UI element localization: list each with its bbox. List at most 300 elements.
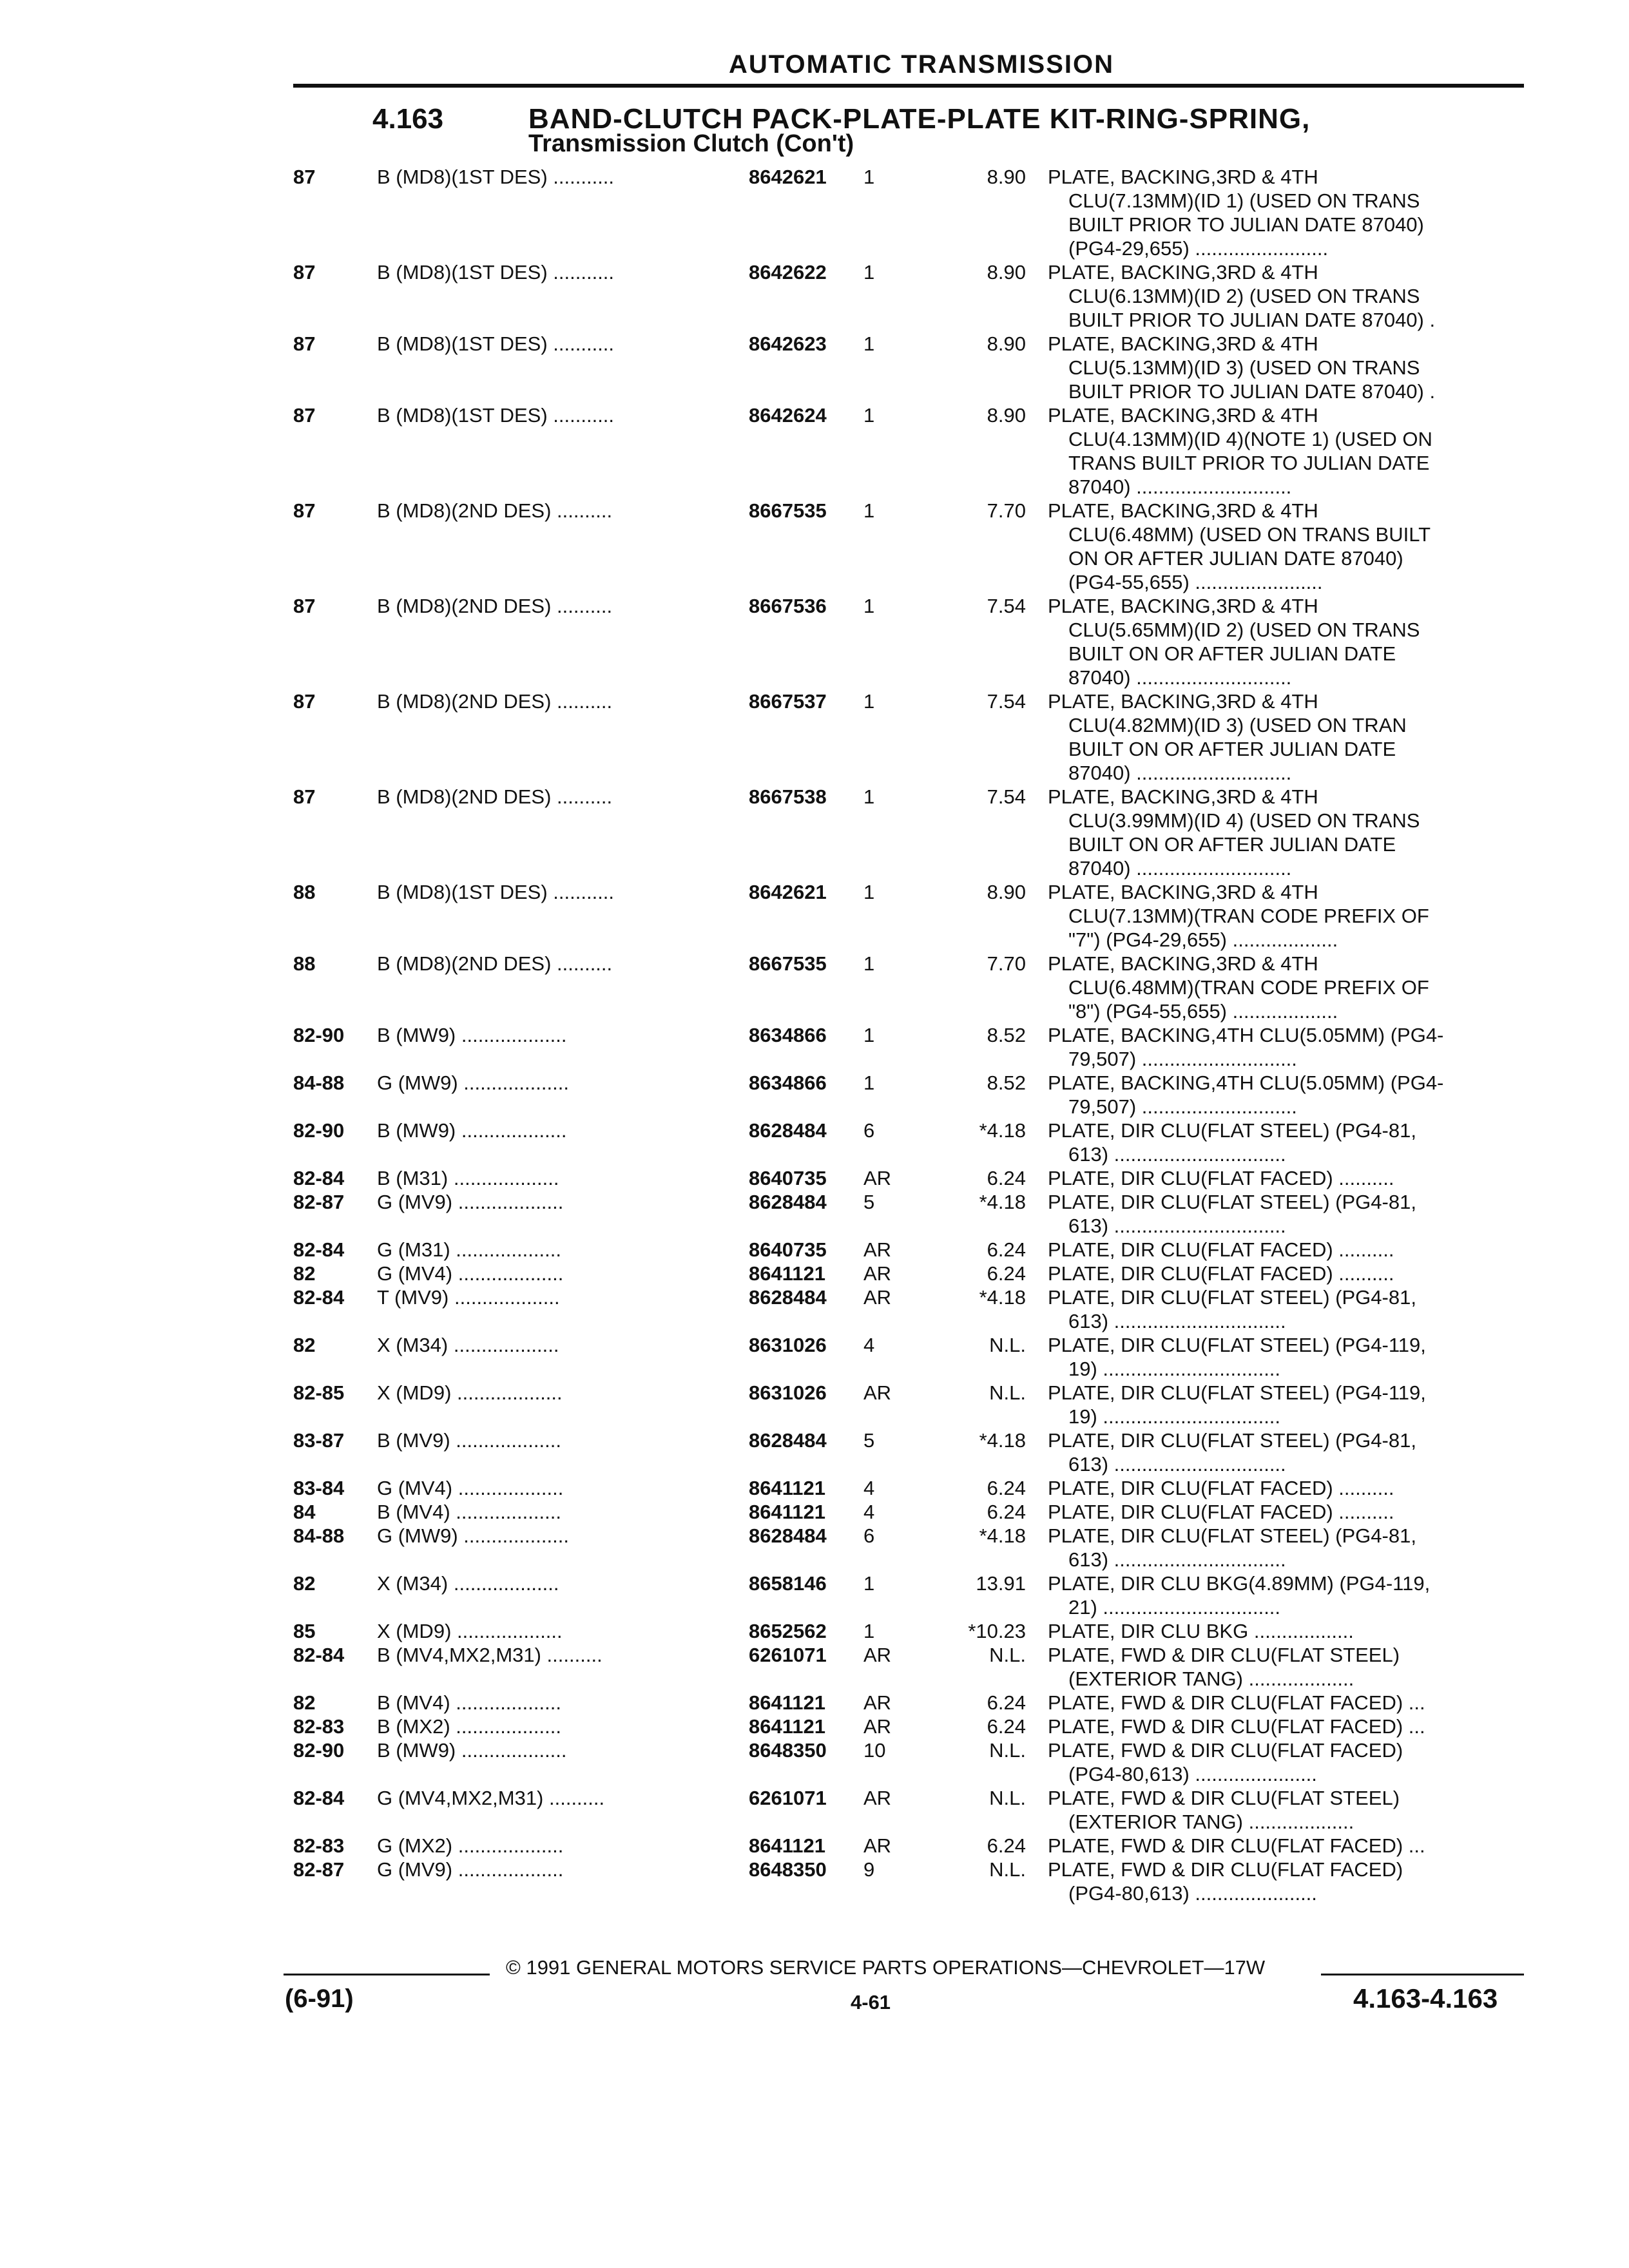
description-line: BUILT ON OR AFTER JULIAN DATE (1068, 642, 1396, 665)
model-year: 88 (293, 881, 316, 903)
quantity: 1 (863, 499, 875, 522)
vehicle-model: X (M34) ................... (377, 1572, 559, 1595)
description-line: 79,507) ............................ (1068, 1095, 1297, 1118)
vehicle-model: B (MD8)(2ND DES) .......... (377, 785, 613, 808)
part-description (1048, 785, 1515, 880)
price: 6.24 (987, 1715, 1026, 1738)
description-line: CLU(7.13MM)(ID 1) (USED ON TRANS (1068, 189, 1420, 212)
description-line: 87040) ............................ (1068, 857, 1292, 879)
description-line: CLU(3.99MM)(ID 4) (USED ON TRANS (1068, 809, 1420, 832)
model-year: 82-83 (293, 1834, 345, 1857)
table-row (0, 332, 1629, 403)
model-year: 87 (293, 166, 316, 188)
price: 8.90 (987, 404, 1026, 427)
price: 8.90 (987, 166, 1026, 188)
table-row (0, 1381, 1629, 1428)
part-number: 8641121 (749, 1477, 825, 1499)
description-line: PLATE, DIR CLU(FLAT FACED) .......... (1048, 1477, 1394, 1499)
model-year: 82-85 (293, 1381, 345, 1404)
description-line: PLATE, DIR CLU(FLAT FACED) .......... (1048, 1501, 1394, 1523)
model-year: 82 (293, 1262, 316, 1285)
table-row (0, 1834, 1629, 1858)
part-description (1048, 403, 1515, 499)
part-number: 8628484 (749, 1191, 827, 1213)
part-number: 8667536 (749, 595, 827, 617)
price: N.L. (989, 1787, 1026, 1809)
quantity: AR (863, 1286, 892, 1309)
part-number: 8642621 (749, 881, 827, 903)
table-row (0, 1738, 1629, 1786)
quantity: 1 (863, 1024, 875, 1046)
section-subtitle: Transmission Clutch (Con't) (528, 130, 854, 157)
description-line: 613) ............................... (1068, 1143, 1286, 1166)
vehicle-model: B (MD8)(1ST DES) ........... (377, 261, 615, 284)
table-row (0, 1285, 1629, 1333)
part-description (1048, 1524, 1515, 1571)
description-line: (PG4-55,655) ....................... (1068, 571, 1323, 593)
quantity: AR (863, 1834, 892, 1857)
price: 6.24 (987, 1262, 1026, 1285)
quantity: AR (863, 1262, 892, 1285)
vehicle-model: B (MW9) ................... (377, 1024, 567, 1046)
description-line: PLATE, DIR CLU(FLAT FACED) .......... (1048, 1238, 1394, 1261)
description-line: CLU(6.13MM)(ID 2) (USED ON TRANS (1068, 285, 1420, 307)
vehicle-model: B (M31) ................... (377, 1167, 559, 1189)
description-line: PLATE, FWD & DIR CLU(FLAT STEEL) (1048, 1644, 1400, 1666)
part-description (1048, 1071, 1515, 1119)
part-number: 8642623 (749, 332, 827, 355)
part-description (1048, 499, 1515, 594)
model-year: 82 (293, 1334, 316, 1356)
vehicle-model: B (MD8)(1ST DES) ........... (377, 881, 615, 903)
section-title: BAND-CLUTCH PACK-PLATE-PLATE KIT-RING-SPRING, (528, 103, 1311, 135)
description-line: PLATE, DIR CLU(FLAT STEEL) (PG4-81, (1048, 1119, 1416, 1142)
price: 6.24 (987, 1501, 1026, 1523)
part-number: 8667538 (749, 785, 827, 808)
model-year: 88 (293, 952, 316, 975)
part-description (1048, 1333, 1515, 1381)
vehicle-model: B (MV4) ................... (377, 1501, 561, 1523)
quantity: AR (863, 1381, 892, 1404)
vehicle-model: G (MV9) ................... (377, 1191, 564, 1213)
quantity: 1 (863, 261, 875, 284)
part-number: 8667535 (749, 499, 827, 522)
table-row (0, 1476, 1629, 1500)
part-number: 8634866 (749, 1024, 827, 1046)
description-line: PLATE, DIR CLU(FLAT STEEL) (PG4-81, (1048, 1286, 1416, 1309)
price: 7.54 (987, 785, 1026, 808)
part-description (1048, 1619, 1515, 1643)
table-row (0, 1786, 1629, 1834)
table-row (0, 880, 1629, 952)
price: 7.70 (987, 499, 1026, 522)
part-number: 8652562 (749, 1620, 827, 1642)
table-row (0, 403, 1629, 499)
price: N.L. (989, 1381, 1026, 1404)
price: 8.90 (987, 881, 1026, 903)
part-number: 8641121 (749, 1691, 825, 1714)
vehicle-model: B (MV9) ................... (377, 1429, 561, 1452)
model-year: 82-87 (293, 1191, 345, 1213)
price: 7.54 (987, 595, 1026, 617)
vehicle-model: G (MW9) ................... (377, 1072, 569, 1094)
table-row (0, 1166, 1629, 1190)
description-line: BUILT ON OR AFTER JULIAN DATE (1068, 738, 1396, 760)
footer-section-range: 4.163-4.163 (1353, 1983, 1498, 2013)
price: 6.24 (987, 1477, 1026, 1499)
description-line: PLATE, BACKING,3RD & 4TH (1048, 499, 1318, 522)
vehicle-model: B (MW9) ................... (377, 1739, 567, 1762)
part-description (1048, 689, 1515, 785)
vehicle-model: X (M34) ................... (377, 1334, 559, 1356)
price: *4.18 (979, 1429, 1026, 1452)
vehicle-model: B (MD8)(1ST DES) ........... (377, 166, 615, 188)
part-number: 8648350 (749, 1858, 827, 1881)
vehicle-model: G (MV4) ................... (377, 1477, 564, 1499)
part-description (1048, 1381, 1515, 1428)
quantity: 10 (863, 1739, 886, 1762)
page-header-title: AUTOMATIC TRANSMISSION (728, 50, 1115, 79)
part-description (1048, 1119, 1515, 1166)
model-year: 84-88 (293, 1524, 345, 1547)
quantity: AR (863, 1715, 892, 1738)
table-row (0, 1858, 1629, 1905)
description-line: BUILT PRIOR TO JULIAN DATE 87040) (1068, 213, 1424, 236)
part-number: 8641121 (749, 1262, 825, 1285)
part-description (1048, 1428, 1515, 1476)
model-year: 87 (293, 261, 316, 284)
description-line: 613) ............................... (1068, 1453, 1286, 1475)
description-line: PLATE, DIR CLU(FLAT STEEL) (PG4-119, (1048, 1381, 1426, 1404)
quantity: 1 (863, 1572, 875, 1595)
model-year: 87 (293, 690, 316, 713)
table-row (0, 1619, 1629, 1643)
description-line: PLATE, BACKING,3RD & 4TH (1048, 166, 1318, 188)
header-rule (293, 84, 1524, 88)
quantity: 5 (863, 1429, 875, 1452)
model-year: 82-90 (293, 1739, 345, 1762)
table-row (0, 260, 1629, 332)
part-description (1048, 1571, 1515, 1619)
price: 8.52 (987, 1024, 1026, 1046)
quantity: 4 (863, 1334, 875, 1356)
model-year: 82 (293, 1572, 316, 1595)
model-year: 82-87 (293, 1858, 345, 1881)
description-line: 613) ............................... (1068, 1548, 1286, 1571)
part-number: 8658146 (749, 1572, 827, 1595)
description-line: "7") (PG4-29,655) ................... (1068, 928, 1338, 951)
price: 13.91 (976, 1572, 1026, 1595)
description-line: 87040) ............................ (1068, 476, 1292, 498)
price: N.L. (989, 1644, 1026, 1666)
price: 7.54 (987, 690, 1026, 713)
price: *4.18 (979, 1119, 1026, 1142)
part-number: 8642621 (749, 166, 827, 188)
vehicle-model: T (MV9) ................... (377, 1286, 560, 1309)
description-line: PLATE, BACKING,3RD & 4TH (1048, 595, 1318, 617)
description-line: PLATE, BACKING,3RD & 4TH (1048, 785, 1318, 808)
table-row (0, 1643, 1629, 1691)
model-year: 87 (293, 595, 316, 617)
quantity: AR (863, 1787, 892, 1809)
description-line: PLATE, BACKING,3RD & 4TH (1048, 332, 1318, 355)
vehicle-model: B (MV4,MX2,M31) .......... (377, 1644, 602, 1666)
vehicle-model: B (MD8)(2ND DES) .......... (377, 595, 613, 617)
description-line: TRANS BUILT PRIOR TO JULIAN DATE (1068, 452, 1430, 474)
table-row (0, 952, 1629, 1023)
table-row (0, 594, 1629, 689)
part-description (1048, 1190, 1515, 1238)
part-description (1048, 1786, 1515, 1834)
description-line: PLATE, DIR CLU(FLAT FACED) .......... (1048, 1167, 1394, 1189)
part-description (1048, 332, 1515, 403)
description-line: "8") (PG4-55,655) ................... (1068, 1000, 1338, 1023)
part-description (1048, 1691, 1515, 1715)
table-row (0, 1333, 1629, 1381)
vehicle-model: B (MD8)(1ST DES) ........... (377, 404, 615, 427)
table-row (0, 785, 1629, 880)
model-year: 82-84 (293, 1644, 345, 1666)
description-line: CLU(5.13MM)(ID 3) (USED ON TRANS (1068, 356, 1420, 379)
part-description (1048, 1643, 1515, 1691)
part-number: 8634866 (749, 1072, 827, 1094)
vehicle-model: B (MD8)(2ND DES) .......... (377, 952, 613, 975)
description-line: CLU(6.48MM)(TRAN CODE PREFIX OF (1068, 976, 1429, 999)
price: 8.90 (987, 332, 1026, 355)
part-description (1048, 260, 1515, 332)
model-year: 82-90 (293, 1119, 345, 1142)
description-line: (PG4-29,655) ........................ (1068, 237, 1329, 260)
description-line: PLATE, DIR CLU(FLAT STEEL) (PG4-119, (1048, 1334, 1426, 1356)
description-line: PLATE, FWD & DIR CLU(FLAT FACED) ... (1048, 1715, 1425, 1738)
vehicle-model: B (MW9) ................... (377, 1119, 567, 1142)
description-line: PLATE, BACKING,4TH CLU(5.05MM) (PG4- (1048, 1072, 1444, 1094)
description-line: 79,507) ............................ (1068, 1048, 1297, 1070)
part-number: 8642622 (749, 261, 827, 284)
description-line: PLATE, BACKING,3RD & 4TH (1048, 881, 1318, 903)
part-number: 8640735 (749, 1238, 827, 1261)
table-row (0, 1691, 1629, 1715)
quantity: AR (863, 1691, 892, 1714)
part-number: 8631026 (749, 1334, 827, 1356)
quantity: 1 (863, 690, 875, 713)
price: 7.70 (987, 952, 1026, 975)
model-year: 82-84 (293, 1286, 345, 1309)
description-line: PLATE, DIR CLU BKG .................. (1048, 1620, 1354, 1642)
table-row (0, 1524, 1629, 1571)
price: *10.23 (968, 1620, 1026, 1642)
price: 6.24 (987, 1691, 1026, 1714)
description-line: PLATE, FWD & DIR CLU(FLAT FACED) ... (1048, 1834, 1425, 1857)
quantity: AR (863, 1644, 892, 1666)
description-line: CLU(5.65MM)(ID 2) (USED ON TRANS (1068, 619, 1420, 641)
footer-rule-left (284, 1974, 490, 1975)
model-year: 83-84 (293, 1477, 345, 1499)
table-row (0, 1571, 1629, 1619)
quantity: 1 (863, 595, 875, 617)
quantity: 1 (863, 332, 875, 355)
model-year: 87 (293, 404, 316, 427)
part-description (1048, 1500, 1515, 1524)
vehicle-model: G (MX2) ................... (377, 1834, 564, 1857)
price: *4.18 (979, 1524, 1026, 1547)
price: 6.24 (987, 1238, 1026, 1261)
vehicle-model: B (MD8)(1ST DES) ........... (377, 332, 615, 355)
part-description (1048, 165, 1515, 260)
quantity: 1 (863, 785, 875, 808)
part-description (1048, 1023, 1515, 1071)
part-description (1048, 1858, 1515, 1905)
part-number: 8631026 (749, 1381, 827, 1404)
description-line: 19) ................................ (1068, 1405, 1281, 1428)
part-number: 8628484 (749, 1119, 827, 1142)
vehicle-model: B (MD8)(2ND DES) .......... (377, 499, 613, 522)
quantity: 1 (863, 1072, 875, 1094)
description-line: PLATE, FWD & DIR CLU(FLAT FACED) (1048, 1858, 1403, 1881)
price: 6.24 (987, 1834, 1026, 1857)
description-line: 613) ............................... (1068, 1310, 1286, 1332)
part-description (1048, 1285, 1515, 1333)
description-line: PLATE, BACKING,4TH CLU(5.05MM) (PG4- (1048, 1024, 1444, 1046)
description-line: ON OR AFTER JULIAN DATE 87040) (1068, 547, 1403, 570)
price: N.L. (989, 1739, 1026, 1762)
footer-copyright: © 1991 GENERAL MOTORS SERVICE PARTS OPERATIONS—CHEVROLET—17W (506, 1956, 1266, 1979)
table-row (0, 1428, 1629, 1476)
price: 6.24 (987, 1167, 1026, 1189)
model-year: 87 (293, 499, 316, 522)
part-number: 8641121 (749, 1715, 825, 1738)
description-line: 87040) ............................ (1068, 666, 1292, 689)
footer-page-number: 4-61 (851, 1991, 891, 2013)
description-line: PLATE, BACKING,3RD & 4TH (1048, 261, 1318, 284)
description-line: BUILT PRIOR TO JULIAN DATE 87040) . (1068, 380, 1436, 403)
part-description (1048, 1834, 1515, 1858)
part-description (1048, 1476, 1515, 1500)
vehicle-model: X (MD9) ................... (377, 1620, 563, 1642)
description-line: PLATE, DIR CLU(FLAT STEEL) (PG4-81, (1048, 1524, 1416, 1547)
description-line: PLATE, DIR CLU(FLAT FACED) .......... (1048, 1262, 1394, 1285)
model-year: 84-88 (293, 1072, 345, 1094)
part-description (1048, 594, 1515, 689)
description-line: (EXTERIOR TANG) ................... (1068, 1667, 1354, 1690)
table-row (0, 1023, 1629, 1071)
quantity: 4 (863, 1477, 875, 1499)
description-line: PLATE, FWD & DIR CLU(FLAT FACED) (1048, 1739, 1403, 1762)
model-year: 85 (293, 1620, 316, 1642)
quantity: 1 (863, 952, 875, 975)
table-row (0, 1071, 1629, 1119)
quantity: 5 (863, 1191, 875, 1213)
price: 8.52 (987, 1072, 1026, 1094)
vehicle-model: X (MD9) ................... (377, 1381, 563, 1404)
model-year: 82-90 (293, 1024, 345, 1046)
description-line: PLATE, BACKING,3RD & 4TH (1048, 952, 1318, 975)
part-number: 8628484 (749, 1286, 827, 1309)
description-line: PLATE, BACKING,3RD & 4TH (1048, 404, 1318, 427)
description-line: BUILT ON OR AFTER JULIAN DATE (1068, 833, 1396, 856)
part-description (1048, 880, 1515, 952)
quantity: 1 (863, 404, 875, 427)
description-line: CLU(6.48MM) (USED ON TRANS BUILT (1068, 523, 1431, 546)
description-line: (EXTERIOR TANG) ................... (1068, 1811, 1354, 1833)
vehicle-model: G (MV9) ................... (377, 1858, 564, 1881)
model-year: 87 (293, 785, 316, 808)
description-line: 21) ................................ (1068, 1596, 1281, 1619)
part-number: 8641121 (749, 1501, 825, 1523)
model-year: 84 (293, 1501, 316, 1523)
part-number: 8641121 (749, 1834, 825, 1857)
section-number: 4.163 (372, 103, 444, 135)
quantity: 4 (863, 1501, 875, 1523)
part-number: 8667537 (749, 690, 827, 713)
part-description (1048, 952, 1515, 1023)
quantity: AR (863, 1238, 892, 1261)
part-description (1048, 1166, 1515, 1190)
footer-rule-right (1321, 1974, 1524, 1975)
quantity: AR (863, 1167, 892, 1189)
description-line: CLU(4.82MM)(ID 3) (USED ON TRAN (1068, 714, 1407, 736)
table-row (0, 1715, 1629, 1738)
table-row (0, 165, 1629, 260)
quantity: 9 (863, 1858, 875, 1881)
table-row (0, 499, 1629, 594)
quantity: 1 (863, 1620, 875, 1642)
table-row (0, 1119, 1629, 1166)
price: N.L. (989, 1334, 1026, 1356)
price: 8.90 (987, 261, 1026, 284)
table-row (0, 1262, 1629, 1285)
vehicle-model: B (MD8)(2ND DES) .......... (377, 690, 613, 713)
description-line: PLATE, FWD & DIR CLU(FLAT FACED) ... (1048, 1691, 1425, 1714)
quantity: 1 (863, 166, 875, 188)
part-number: 8648350 (749, 1739, 827, 1762)
quantity: 6 (863, 1524, 875, 1547)
description-line: 613) ............................... (1068, 1215, 1286, 1237)
description-line: (PG4-80,613) ...................... (1068, 1882, 1317, 1905)
part-number: 8642624 (749, 404, 827, 427)
parts-table (0, 165, 1629, 1905)
part-number: 8628484 (749, 1524, 827, 1547)
model-year: 82-84 (293, 1167, 345, 1189)
quantity: 1 (863, 881, 875, 903)
quantity: 6 (863, 1119, 875, 1142)
description-line: 87040) ............................ (1068, 762, 1292, 784)
description-line: PLATE, DIR CLU(FLAT STEEL) (PG4-81, (1048, 1429, 1416, 1452)
description-line: CLU(4.13MM)(ID 4)(NOTE 1) (USED ON (1068, 428, 1432, 450)
description-line: 19) ................................ (1068, 1358, 1281, 1380)
description-line: CLU(7.13MM)(TRAN CODE PREFIX OF (1068, 905, 1429, 927)
model-year: 82-84 (293, 1787, 345, 1809)
table-row (0, 1190, 1629, 1238)
part-description (1048, 1238, 1515, 1262)
part-number: 6261071 (749, 1787, 827, 1809)
vehicle-model: G (MW9) ................... (377, 1524, 569, 1547)
model-year: 87 (293, 332, 316, 355)
model-year: 82 (293, 1691, 316, 1714)
description-line: PLATE, DIR CLU BKG(4.89MM) (PG4-119, (1048, 1572, 1431, 1595)
table-row (0, 1500, 1629, 1524)
vehicle-model: G (MV4) ................... (377, 1262, 564, 1285)
table-row (0, 689, 1629, 785)
table-row (0, 1238, 1629, 1262)
part-number: 8640735 (749, 1167, 827, 1189)
description-line: PLATE, DIR CLU(FLAT STEEL) (PG4-81, (1048, 1191, 1416, 1213)
part-number: 8667535 (749, 952, 827, 975)
part-description (1048, 1738, 1515, 1786)
description-line: BUILT PRIOR TO JULIAN DATE 87040) . (1068, 309, 1436, 331)
part-description (1048, 1262, 1515, 1285)
description-line: PLATE, BACKING,3RD & 4TH (1048, 690, 1318, 713)
